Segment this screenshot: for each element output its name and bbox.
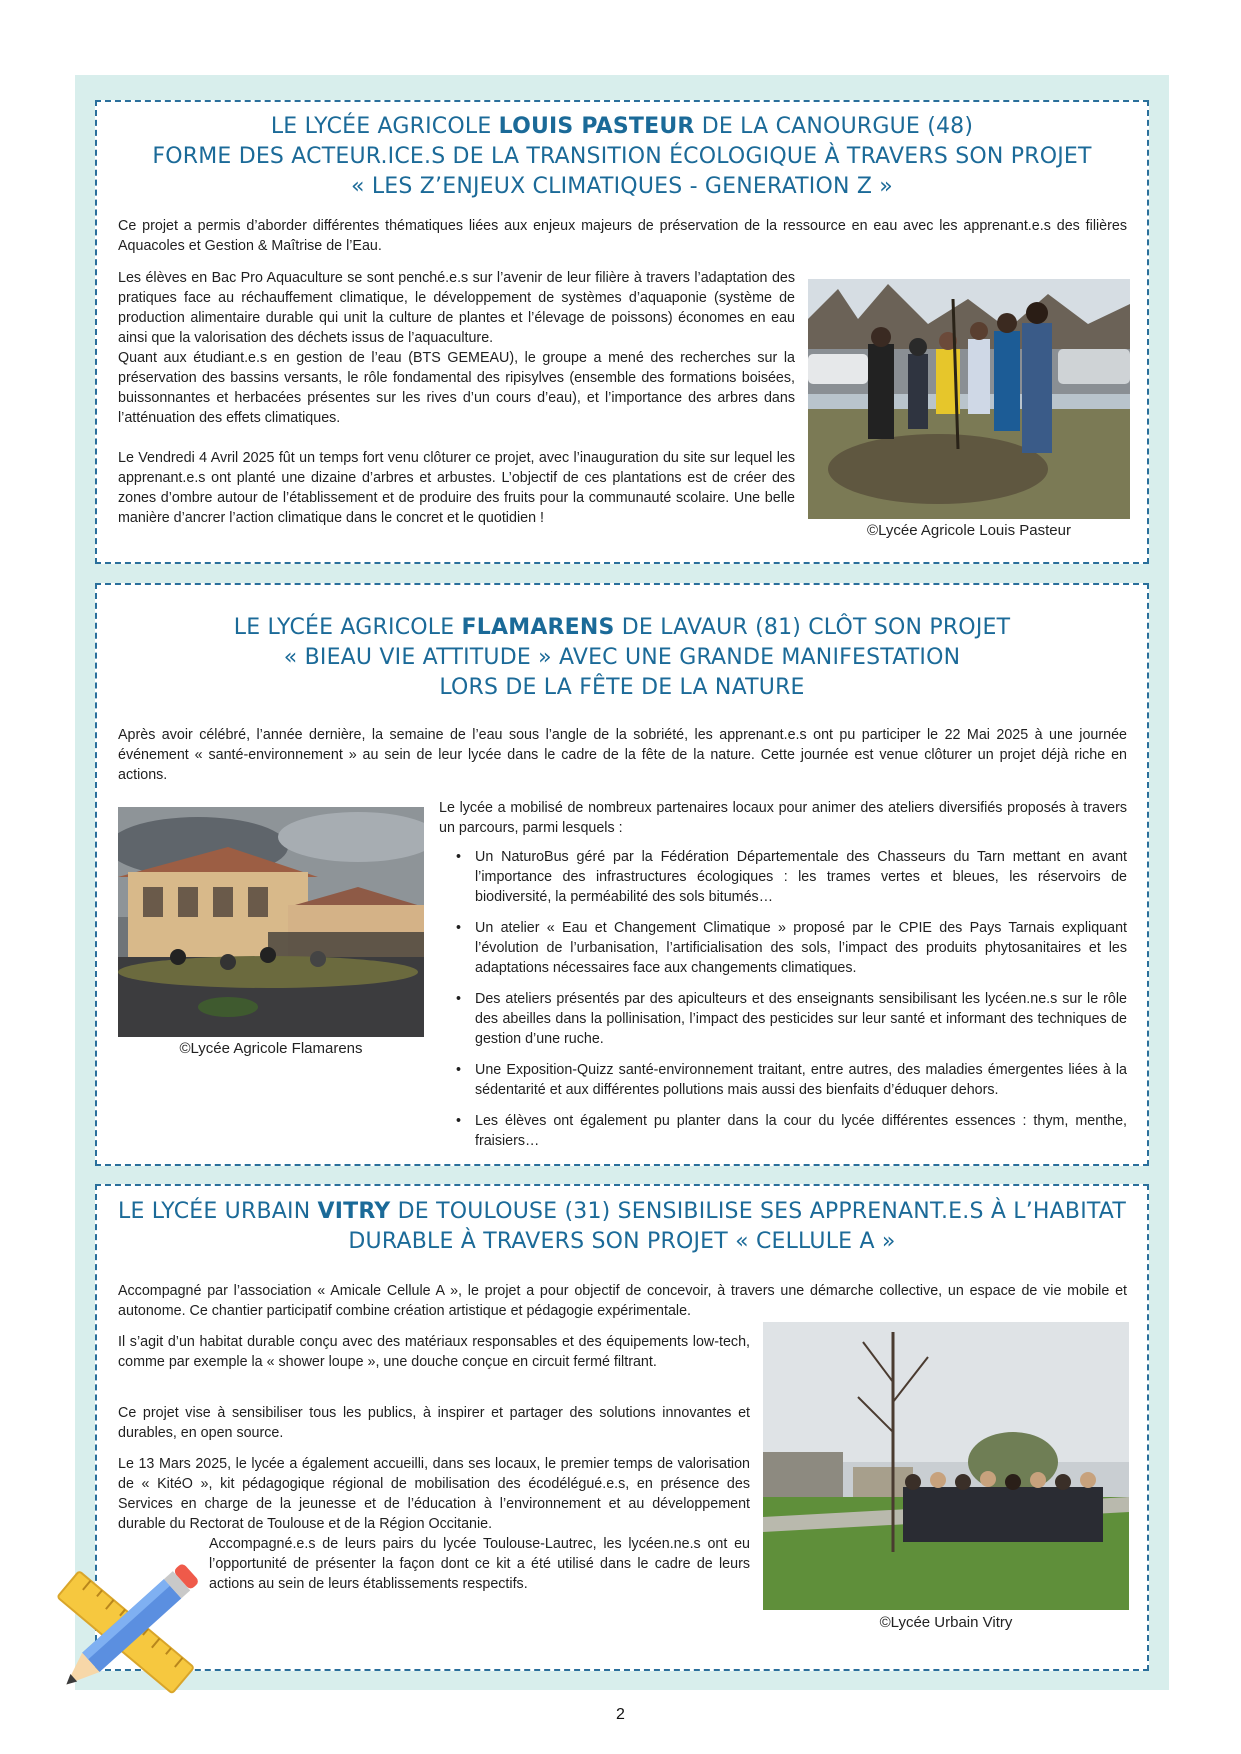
article-title: LE LYCÉE AGRICOLE FLAMARENS DE LAVAUR (81) CLÔT SON PROJET « BIEAU VIE ATTITUDE » AVEC UNE GRANDE MANIFESTATION LORS DE LA FÊTE DE LA NATURE <box>233 615 1011 700</box>
article-vitry <box>95 1184 1149 1671</box>
body-paragraph: Accompagné.e.s de leurs pairs du lycée Toulouse-Lautrec, les lycéen.ne.s ont eu l’opportunité de présenter la façon dont ce kit a été utilisé dans le cadre de leurs actions au sein de leurs établissements respectifs. <box>209 1536 750 1592</box>
article-louis-pasteur <box>95 100 1149 564</box>
workshop-list <box>439 847 1127 1162</box>
body-paragraph: Le 13 Mars 2025, le lycée a également accueilli, dans ses locaux, le premier temps de valorisation de « KitéO », kit pédagogique régional de mobilisation des écodélégué.e.s, en présence des Services en charge de la jeunesse et de l’éducation à l’environnement et au développement durable du Rectorat de Toulouse et de la Région Occitanie. <box>118 1456 750 1532</box>
intro-paragraph: Ce projet a permis d’aborder différentes thématiques liées aux enjeux majeurs de préservation de la ressource en eau avec les apprenant.e.s des filières Aquacoles et Gestion & Maîtrise de l’Eau. <box>118 218 1127 254</box>
list-item: • Les élèves ont également pu planter dans la cour du lycée différentes essences : thym, menthe, fraisiers… <box>456 1113 1127 1149</box>
photo-caption: ©Lycée Agricole Louis Pasteur <box>867 522 1071 539</box>
body-paragraph: Quant aux étudiant.e.s en gestion de l’eau (BTS GEMEAU), le groupe a mené des recherches sur la préservation des bassins versants, le rôle fondamental des ripisylves (ensemble des formations boisées, buissonnantes et herbacées présentes sur les rives d’un cours d’eau), et l’importance des arbres dans l’atténuation des effets climatiques. <box>118 350 795 426</box>
list-item: • Un NaturoBus géré par la Fédération Départementale des Chasseurs du Tarn mettant en avant l’importance des infrastructures écologiques : les trames vertes et bleues, les réservoirs de biodiversité, la perméabilité des sols bitumés… <box>456 849 1127 905</box>
list-item: • Un atelier « Eau et Changement Climatique » proposé par le CPIE des Pays Tarnais expliquant l’évolution de l’urbanisation, l’artificialisation des sols, l’impact des produits phytosanitaires et les adaptations nécessaires face aux changements climatiques. <box>456 920 1127 976</box>
article-title: LE LYCÉE AGRICOLE LOUIS PASTEUR DE LA CANOURGUE (48) FORME DES ACTEUR.ICE.S DE LA TRANSITION ÉCOLOGIQUE À TRAVERS SON PROJET « LES Z’ENJEUX CLIMATIQUES - GENERATION Z » <box>152 114 1092 199</box>
list-item: • Des ateliers présentés par des apiculteurs et des enseignants sensibilisant les lycéen.ne.s sur le rôle des abeilles dans la pollinisation, l’impact des pesticides sur leur santé et informant des techniques de gestion d’une ruche. <box>456 991 1127 1047</box>
photo-caption: ©Lycée Agricole Flamarens <box>179 1040 363 1057</box>
article-flamarens <box>95 583 1149 1166</box>
photo-garden-school <box>118 807 424 1037</box>
photo-tree-planting <box>808 279 1130 519</box>
body-paragraph: Ce projet vise à sensibiliser tous les publics, à inspirer et partager des solutions innovantes et durables, en open source. <box>118 1405 750 1441</box>
body-paragraph: Le lycée a mobilisé de nombreux partenaires locaux pour animer des ateliers diversifiés proposés à travers un parcours, parmi lesquels : <box>439 800 1127 836</box>
list-item: • Une Exposition-Quizz santé-environnement traitant, entre autres, des maladies émergentes liées à la sédentarité et aux différentes pollutions mais aussi des bienfaits d’éduquer dehors. <box>456 1062 1127 1098</box>
body-paragraph: Il s’agit d’un habitat durable conçu avec des matériaux responsables et des équipements low-tech, comme par exemple la « shower loupe », une douche conçue en circuit fermé filtrant. <box>118 1334 750 1370</box>
photo-group-tree <box>763 1322 1129 1610</box>
page-number: 2 <box>616 1706 625 1723</box>
photo-caption: ©Lycée Urbain Vitry <box>879 1614 1013 1631</box>
pencil-ruler-icon <box>35 1545 215 1720</box>
article-title: LE LYCÉE URBAIN VITRY DE TOULOUSE (31) SENSIBILISE SES APPRENANT.E.S À L’HABITAT DURABLE À TRAVERS SON PROJET « CELLULE A » <box>118 1199 1126 1254</box>
body-paragraph: Le Vendredi 4 Avril 2025 fût un temps fort venu clôturer ce projet, avec l’inauguration du site sur lequel les apprenant.e.s ont planté une dizaine d’arbres et arbustes. L’objectif de ces plantations est de créer des zones d’ombre autour de l’établissement et de produire des fruits pour la communauté scolaire. Une belle manière d’ancrer l’action climatique dans le concret et le quotidien ! <box>118 450 795 526</box>
intro-paragraph: Après avoir célébré, l’année dernière, la semaine de l’eau sous l’angle de la sobriété, les apprenant.e.s ont pu participer le 22 Mai 2025 à une journée événement « santé-environnement » au sein de leur lycée dans le cadre de la fête de la nature. Cette journée est venue clôturer un projet déjà riche en actions. <box>118 727 1127 783</box>
body-paragraph: Les élèves en Bac Pro Aquaculture se sont penché.e.s sur l’avenir de leur filière à travers l’adaptation des pratiques face au réchauffement climatique, le développement de systèmes d’aquaponie (système de production alimentaire durable qui unit la culture de plantes et l’élevage de poissons) économes en eau ainsi que la valorisation des déchets issus de l’aquaculture. <box>118 270 795 346</box>
intro-paragraph: Accompagné par l’association « Amicale Cellule A », le projet a pour objectif de concevoir, à travers une démarche collective, un espace de vie mobile et autonome. Ce chantier participatif combine création artistique et pédagogie expérimentale. <box>118 1283 1127 1319</box>
